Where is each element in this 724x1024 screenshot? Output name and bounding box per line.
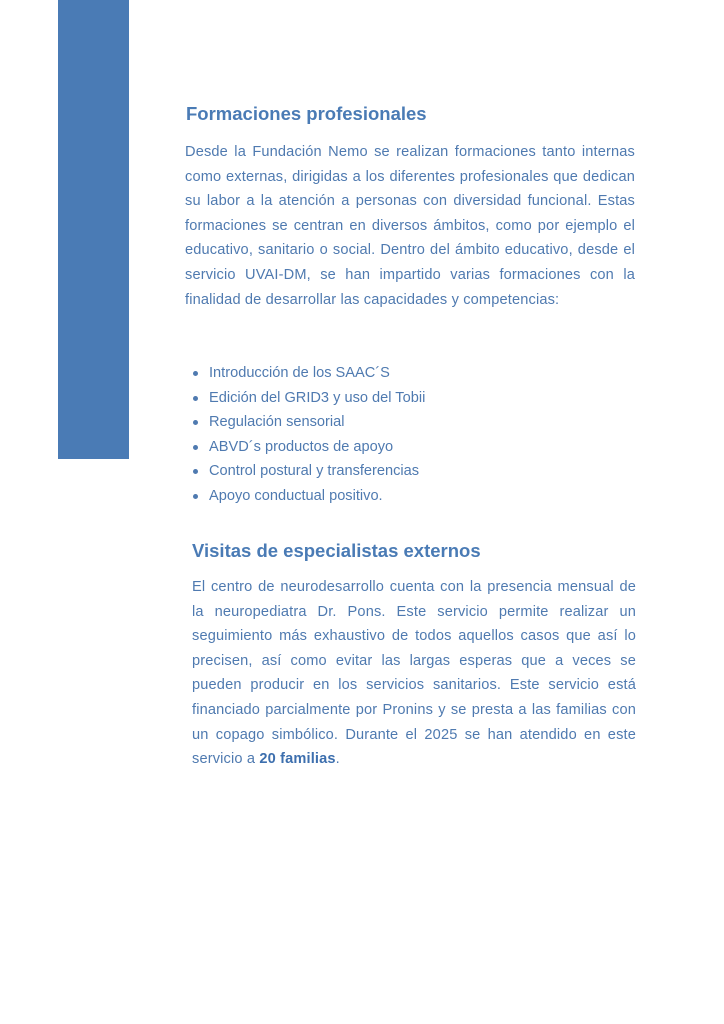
formaciones-paragraph: Desde la Fundación Nemo se realizan formaciones tanto internas como externas, dirigidas a los diferentes profesionales que dedican su labor a la atención a personas con diversidad funcional. Estas formaciones se centran en diversos ámbitos, como por ejemplo el educativo, sanitario o social. Dentro del ámbito educativo, desde el servicio UVAI-DM, se han impartido varias formaciones con la finalidad de desarrollar las capacidades y competencias: [185,144,635,308]
list-item: ABVD´s productos de apoyo [190,435,425,460]
visitas-paragraph-end: . [335,751,340,768]
families-count-highlight: 20 familias [259,751,336,768]
list-item: Regulación sensorial [190,410,425,435]
list-item: Edición del GRID3 y uso del Tobii [190,386,425,411]
list-item: Apoyo conductual positivo. [190,484,425,509]
formaciones-list [190,361,425,509]
list-item: Introducción de los SAAC´S [190,361,425,386]
decorative-side-bar [58,0,129,459]
visitas-paragraph [192,575,636,772]
list-item: Control postural y transferencias [190,459,425,484]
visitas-paragraph-text: El centro de neurodesarrollo cuenta con la presencia mensual de la neuropediatra Dr. Pons. Este servicio permite realizar un seguimiento más exhaustivo de todos aquellos casos que así lo precisen, así como evitar las largas esperas que a veces se pueden producir en los servicios sanitarios. Este servicio está financiado parcialmente por Pronins y se presta a las familias con un copago simbólico. Durante el 2025 se han atendido en este servicio a [192,579,636,768]
section-title-formaciones: Formaciones profesionales [186,103,427,124]
section-title-visitas: Visitas de especialistas externos [192,540,481,561]
